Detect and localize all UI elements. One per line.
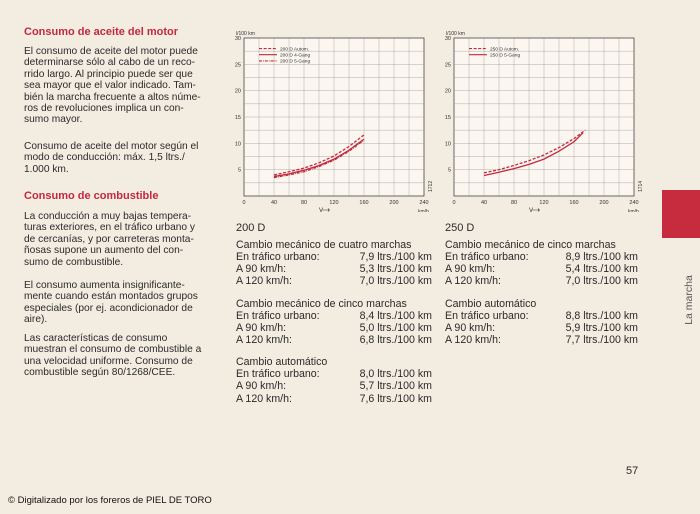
section-tab-marker [662,190,700,238]
x-tick-label: 40 [270,200,278,206]
cons-row [236,251,432,263]
cons-value: 7,0 ltrs./100 km [565,275,638,288]
cons-label: A 120 km/h: [236,392,292,405]
oil-paragraph-1: El consumo de aceite del motor puede determinarse sólo al cabo de un reco- rrido largo. Al principio puede ser que sea mayor que el valor indicado. Tam- bién la marcha frecuente a altos núme- ros de revoluciones implica un con- sumo mayor. [24,46,201,126]
x-tick-label: 120 [329,200,339,206]
y-tick-label: 15 [234,115,241,121]
cons-value: 7,6 ltrs./100 km [359,392,432,405]
x-tick-label: 80 [510,200,518,206]
cons-section-title: Cambio automático [236,356,328,369]
legend-label: 200 D Autom. [280,47,310,53]
cons-row [445,275,638,287]
y-tick-label: 30 [444,36,451,42]
cons-label: A 120 km/h: [445,333,501,346]
x-axis-arrow [532,209,540,212]
cons-row [445,334,638,346]
cons-value: 7,9 ltrs./100 km [359,251,432,263]
cons-section [236,356,432,405]
cons-label: A 90 km/h: [236,263,287,276]
legend-label: 200 D 5-Gang [280,59,311,65]
cons-label: A 120 km/h: [236,333,292,346]
y-tick-label: 5 [447,167,451,174]
cons-value: 6,8 ltrs./100 km [359,333,432,346]
model-200d-block [236,222,432,405]
cons-value: 5,0 ltrs./100 km [359,321,432,334]
cons-section [445,298,638,347]
cons-section-title: Cambio mecánico de cinco marchas [445,239,616,251]
chart-250d-code: 1714 [638,180,644,192]
y-tick-label: 20 [234,88,241,95]
cons-label: En tráfico urbano: [236,368,320,381]
cons-value: 7,0 ltrs./100 km [359,275,432,288]
model-250d-block [445,222,638,346]
cons-section-title: Cambio mecánico de cuatro marchas [236,239,412,251]
x-tick-label: 240 [419,200,429,206]
cons-row [445,251,638,263]
cons-row [236,368,432,380]
cons-row [236,263,432,275]
cons-section [236,298,432,347]
cons-label: En tráfico urbano: [236,251,320,263]
x-axis-arrow [322,209,330,212]
cons-label: A 120 km/h: [445,275,501,288]
oil-paragraph-2: Consumo de aceite del motor según el modo de conducción: máx. 1,5 ltrs./ 1.000 km. [24,141,199,175]
cons-value: 5,3 ltrs./100 km [359,263,432,276]
scan-credit: © Digitalizado por los foreros de PIEL DE TORO [8,495,212,506]
cons-row [236,393,432,405]
chart-250d-ylabel: l/100 km [446,31,465,37]
chart-200d-code: 1712 [428,180,434,192]
oil-consumption-heading: Consumo de aceite del motor [24,26,179,38]
x-tick-label: 0 [242,200,246,206]
cons-row [445,310,638,322]
page-number: 57 [626,465,639,477]
legend-label: 200 D 4-Gang [280,53,311,59]
cons-label: A 120 km/h: [236,275,292,288]
chart-250d-xlabel: V [529,208,534,212]
cons-label: En tráfico urbano: [236,309,320,322]
x-tick-label: 120 [539,200,549,206]
x-tick-label: 160 [569,200,579,206]
cons-label: A 90 km/h: [445,321,496,334]
fuel-consumption-heading: Consumo de combustible [24,190,159,202]
fuel-paragraph-3: Las características de consumo muestran el consumo de combustible a una velocidad uniforme. Consumo de combustible según 80/1268/CEE. [24,333,202,379]
cons-row [236,380,432,392]
cons-section [445,239,638,288]
cons-section [236,239,432,288]
cons-section-title: Cambio mecánico de cinco marchas [236,297,407,310]
side-tab-label: La marcha [683,275,695,325]
y-tick-label: 10 [234,141,241,148]
side-tab-label-box [679,255,699,345]
x-tick-label: 160 [359,200,369,206]
chart-200d [232,26,440,212]
chart-200d-xunit: km/h [418,209,429,212]
cons-row [236,275,432,287]
cons-value: 8,4 ltrs./100 km [359,309,432,322]
chart-250d [442,26,650,212]
cons-value: 8,8 ltrs./100 km [565,309,638,322]
cons-value: 8,0 ltrs./100 km [359,368,432,381]
chart-200d-ylabel: l/100 km [236,31,255,37]
cons-value: 7,7 ltrs./100 km [565,333,638,346]
cons-row [236,322,432,334]
cons-label: En tráfico urbano: [445,251,529,263]
legend-label: 250 D 5-Gang [490,53,521,59]
x-tick-label: 80 [300,200,308,206]
cons-label: A 90 km/h: [236,321,287,334]
x-tick-label: 0 [452,200,456,206]
fuel-paragraph-2: El consumo aumenta insignificante- mente cuando están montados grupos especiales (por ej. acondicionador de aire). [24,280,198,326]
y-tick-label: 10 [444,141,451,148]
cons-row [236,334,432,346]
cons-value: 5,4 ltrs./100 km [565,263,638,276]
y-tick-label: 15 [444,115,451,121]
x-tick-label: 240 [629,200,639,206]
x-tick-label: 200 [389,200,399,206]
cons-row [445,263,638,275]
cons-label: En tráfico urbano: [445,309,529,322]
y-tick-label: 25 [234,62,241,69]
cons-value: 5,9 ltrs./100 km [565,321,638,334]
model-200d-name: 200 D [236,222,266,234]
chart-250d-xunit: km/h [628,209,639,212]
fuel-paragraph-1: La conducción a muy bajas tempera- turas exteriores, en el tráfico urbano y de cercanías, y por carreteras monta- ñosas supone un aumento del con- sumo de combustible. [24,211,196,268]
model-250d-name: 250 D [445,222,475,234]
cons-label: A 90 km/h: [236,380,287,393]
y-tick-label: 25 [444,62,451,69]
x-tick-label: 40 [480,200,488,206]
chart-200d-grid [244,38,424,196]
cons-row [236,310,432,322]
x-tick-label: 200 [599,200,609,206]
y-tick-label: 5 [237,167,241,174]
cons-row [445,322,638,334]
cons-value: 8,9 ltrs./100 km [565,251,638,263]
chart-250d-grid [454,38,634,196]
chart-200d-xlabel: V [319,208,324,212]
cons-value: 5,7 ltrs./100 km [359,380,432,393]
cons-section-title: Cambio automático [445,297,537,310]
y-tick-label: 20 [444,88,451,95]
legend-label: 250 D Autom. [490,47,520,53]
cons-label: A 90 km/h: [445,263,496,276]
y-tick-label: 30 [234,36,241,42]
